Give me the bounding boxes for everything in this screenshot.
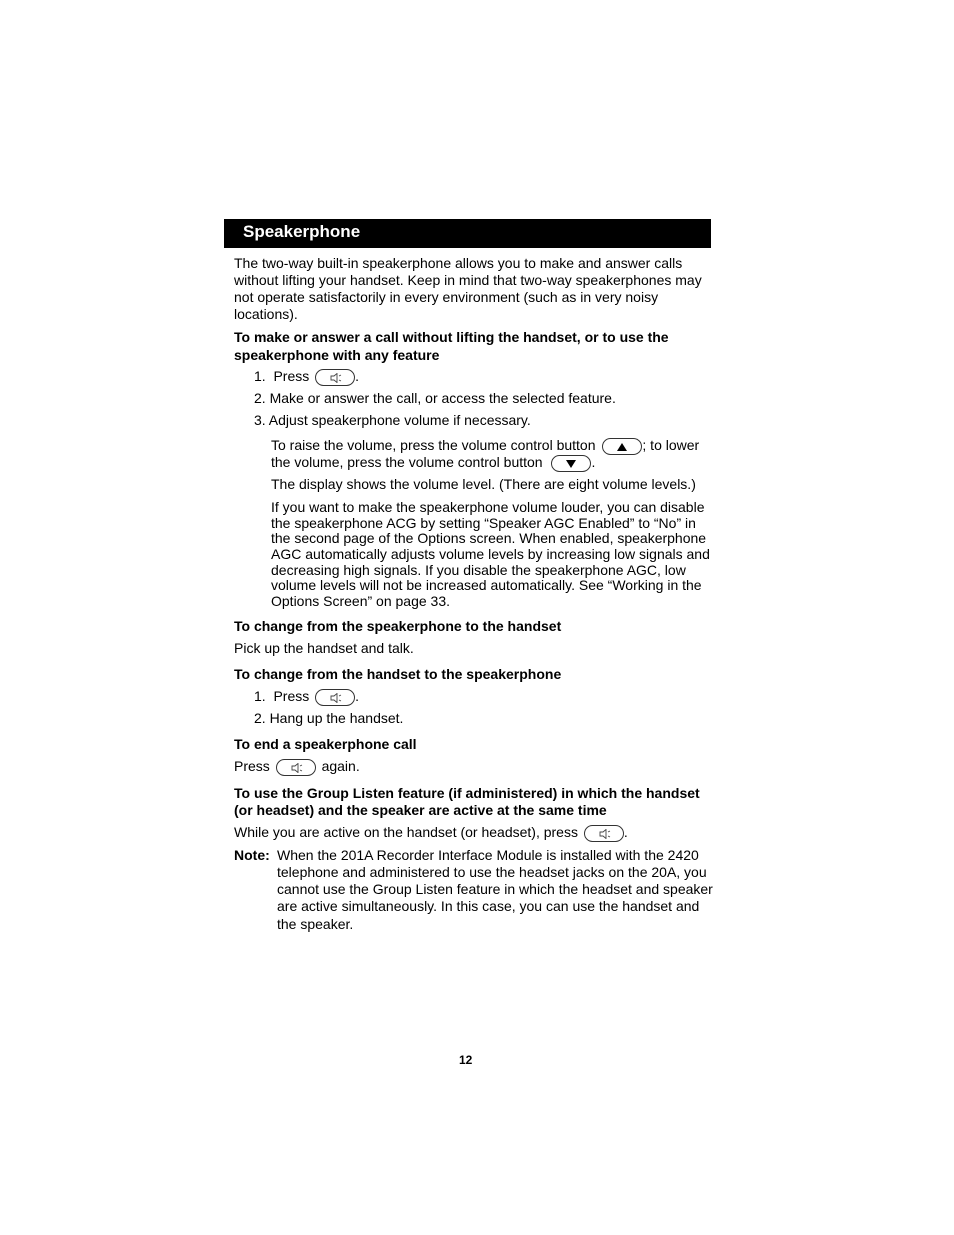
text-group-listen — [234, 824, 628, 842]
agc-line-5: decreasing high signals. If you disable the speakerphone AGC, low — [271, 562, 686, 578]
agc-line-4: AGC automatically adjusts volume levels by increasing low signals and — [271, 546, 710, 562]
volume-line-2 — [271, 454, 595, 472]
heading-group-listen-1: To use the Group Listen feature (if administered) in which the handset — [234, 785, 700, 801]
heading-make-call-2: speakerphone with any feature — [234, 347, 440, 363]
down-arrow-icon — [565, 459, 577, 469]
press-text: Press — [234, 758, 270, 774]
volume-line-1 — [271, 437, 699, 455]
step-3-2: 2. Hang up the handset. — [254, 710, 404, 726]
step-3-1 — [254, 688, 359, 706]
note-label: Note: — [234, 847, 270, 863]
display-note: The display shows the volume level. (There are eight volume levels.) — [271, 476, 696, 492]
speaker-button[interactable] — [584, 825, 624, 842]
text-pick-up: Pick up the handset and talk. — [234, 640, 414, 656]
agc-line-6: volume levels will not be increased automatically. See “Working in the — [271, 577, 702, 593]
step-number: 1. — [254, 688, 266, 704]
step-1-2: 2. Make or answer the call, or access the selected feature. — [254, 390, 616, 406]
speaker-button[interactable] — [315, 689, 355, 706]
volume-down-button[interactable] — [551, 455, 591, 472]
step-text: Press — [273, 368, 310, 384]
step-1-3: 3. Adjust speakerphone volume if necessary. — [254, 412, 531, 428]
note-line-4: are active simultaneously. In this case, you can use the handset and — [277, 898, 700, 914]
note-line-2: telephone and administered to use the headset jacks on the 20A, you — [277, 864, 707, 880]
text-end-call — [234, 758, 360, 776]
agc-line-2: the speakerphone ACG by setting “Speaker AGC Enabled” to “No” in — [271, 515, 696, 531]
again-text: again. — [321, 758, 360, 774]
agc-line-7: Options Screen” on page 33. — [271, 593, 451, 609]
volume-lower-text-2: the volume, press the volume control button — [271, 454, 543, 470]
section-header — [224, 219, 711, 248]
agc-line-1: If you want to make the speakerphone volume louder, you can disable — [271, 499, 705, 515]
speaker-icon — [330, 373, 342, 383]
volume-end: . — [591, 454, 596, 470]
intro-line-4: locations). — [234, 306, 298, 322]
intro-line-3: not operate satisfactorily in every environment (such as in very noisy — [234, 289, 659, 305]
speaker-button[interactable] — [276, 759, 316, 776]
speaker-icon — [330, 693, 342, 703]
heading-make-call-1: To make or answer a call without lifting the handset, or to use the — [234, 329, 669, 345]
speaker-icon — [291, 763, 303, 773]
step-text: Press — [273, 688, 310, 704]
heading-to-handset: To change from the speakerphone to the handset — [234, 618, 562, 634]
note-line-5: the speaker. — [277, 916, 354, 932]
page-number: 12 — [459, 1053, 473, 1067]
agc-line-3: the second page of the Options screen. When enabled, speakerphone — [271, 530, 707, 546]
step-number: 1. — [254, 368, 266, 384]
volume-lower-text: ; to lower — [642, 437, 700, 453]
volume-raise-text: To raise the volume, press the volume control button — [271, 437, 596, 453]
step-end: . — [355, 368, 360, 384]
volume-up-button[interactable] — [602, 438, 642, 455]
intro-line-1: The two-way built-in speakerphone allows you to make and answer calls — [234, 255, 683, 271]
speaker-button[interactable] — [315, 369, 355, 386]
active-text: While you are active on the handset (or headset), press — [234, 824, 578, 840]
note-line-1: When the 201A Recorder Interface Module is installed with the 2420 — [277, 847, 699, 863]
heading-group-listen-2: (or headset) and the speaker are active at the same time — [234, 802, 607, 818]
heading-to-speakerphone: To change from the handset to the speakerphone — [234, 666, 562, 682]
section-title: Speakerphone — [243, 222, 361, 241]
period-text: . — [623, 824, 628, 840]
heading-end-call: To end a speakerphone call — [234, 736, 417, 752]
up-arrow-icon — [616, 442, 628, 452]
step-1-1 — [254, 368, 359, 386]
step-end: . — [355, 688, 360, 704]
note-line-3: cannot use the Group Listen feature in which the headset and speaker — [277, 881, 713, 897]
speaker-icon — [599, 829, 611, 839]
intro-line-2: without lifting your handset. Keep in mind that two-way speakerphones may — [234, 272, 702, 288]
